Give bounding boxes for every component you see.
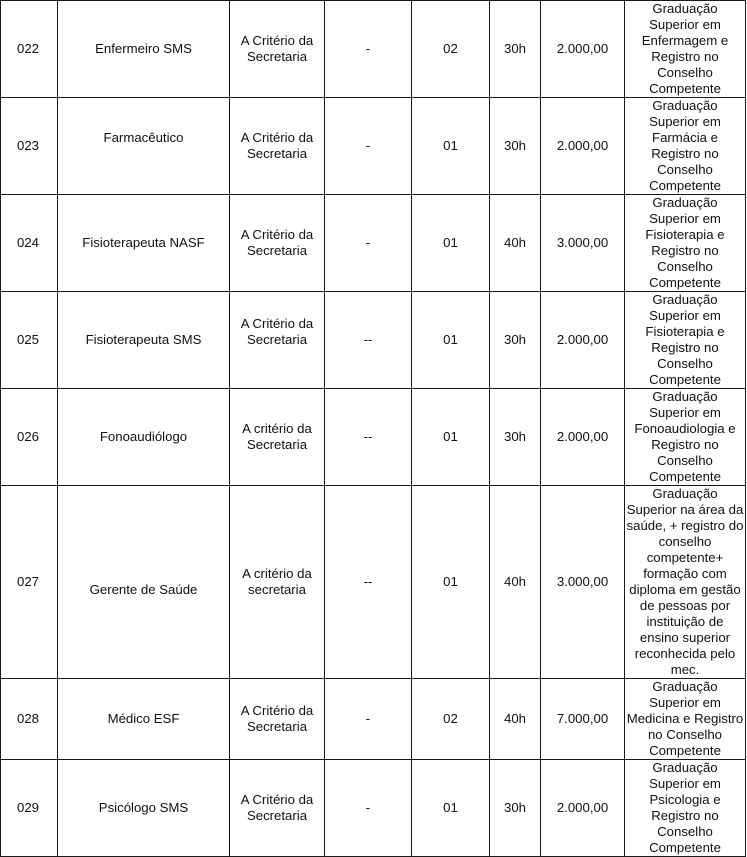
- row-salario: 3.000,00: [541, 486, 625, 679]
- row-campo: -: [325, 760, 412, 857]
- row-requisito: Graduação Superior em Fonoaudiologia e Registro no Conselho Competente: [625, 389, 746, 486]
- row-code: 025: [1, 292, 58, 389]
- row-vagas: 01: [412, 389, 490, 486]
- row-code: 022: [1, 1, 58, 98]
- table-row: [1, 760, 746, 857]
- row-carga: 30h: [490, 760, 541, 857]
- row-requisito: Graduação Superior em Fisioterapia e Registro no Conselho Competente: [625, 292, 746, 389]
- row-cargo: [58, 486, 230, 679]
- row-campo: --: [325, 389, 412, 486]
- row-cargo: Fisioterapeuta NASF: [58, 195, 230, 292]
- row-lotacao: A Critério da Secretaria: [230, 195, 325, 292]
- row-vagas: 01: [412, 195, 490, 292]
- row-lotacao: A Critério da Secretaria: [230, 679, 325, 760]
- row-lotacao-text: A Critério da Secretaria: [240, 316, 314, 347]
- row-code: 024: [1, 195, 58, 292]
- row-carga: 30h: [490, 292, 541, 389]
- row-cargo-text: Gerente de Saúde: [89, 582, 198, 597]
- row-cargo: Fonoaudiólogo: [58, 389, 230, 486]
- row-requisito: Graduação Superior em Fisioterapia e Registro no Conselho Competente: [625, 195, 746, 292]
- row-cargo: Médico ESF: [58, 679, 230, 760]
- table-row: [1, 292, 746, 389]
- row-salario: 2.000,00: [541, 389, 625, 486]
- row-salario: 2.000,00: [541, 760, 625, 857]
- row-campo: --: [325, 292, 412, 389]
- table-row: [1, 389, 746, 486]
- table-row: [1, 679, 746, 760]
- row-cargo-text: Farmacêutico: [103, 130, 184, 145]
- row-vagas: 01: [412, 98, 490, 195]
- row-lotacao: A critério da Secretaria: [230, 389, 325, 486]
- row-code: 023: [1, 98, 58, 195]
- row-code: 028: [1, 679, 58, 760]
- table-row: [1, 98, 746, 195]
- row-carga: 30h: [490, 1, 541, 98]
- row-salario: 2.000,00: [541, 1, 625, 98]
- row-salario: 3.000,00: [541, 195, 625, 292]
- row-vagas: 02: [412, 679, 490, 760]
- row-cargo: Fisioterapeuta SMS: [58, 292, 230, 389]
- row-code: 027: [1, 486, 58, 679]
- row-lotacao: A Critério da Secretaria: [230, 1, 325, 98]
- table-row: [1, 195, 746, 292]
- row-carga: 40h: [490, 679, 541, 760]
- row-salario: 2.000,00: [541, 292, 625, 389]
- row-cargo: [58, 98, 230, 195]
- row-campo: -: [325, 679, 412, 760]
- row-code: 026: [1, 389, 58, 486]
- row-salario: 7.000,00: [541, 679, 625, 760]
- row-lotacao: A critério da secretaria: [230, 486, 325, 679]
- row-carga: 30h: [490, 98, 541, 195]
- row-vagas: 01: [412, 486, 490, 679]
- row-carga: 40h: [490, 195, 541, 292]
- row-code: 029: [1, 760, 58, 857]
- row-vagas: 02: [412, 1, 490, 98]
- row-vagas: 01: [412, 760, 490, 857]
- row-cargo: Psicólogo SMS: [58, 760, 230, 857]
- row-requisito: Graduação Superior na área da saúde, + registro do conselho competente+ formação com diploma em gestão de pessoas por instituição de ensino superior reconhecida pelo mec.: [625, 486, 746, 679]
- row-vagas: 01: [412, 292, 490, 389]
- table-row: [1, 1, 746, 98]
- row-campo: -: [325, 195, 412, 292]
- row-campo: -: [325, 98, 412, 195]
- table-row: [1, 486, 746, 679]
- row-requisito: Graduação Superior em Psicologia e Registro no Conselho Competente: [625, 760, 746, 857]
- row-lotacao: A Critério da Secretaria: [230, 98, 325, 195]
- row-salario: 2.000,00: [541, 98, 625, 195]
- row-requisito: Graduação Superior em Farmácia e Registro no Conselho Competente: [625, 98, 746, 195]
- row-carga: 30h: [490, 389, 541, 486]
- row-lotacao: [230, 292, 325, 389]
- row-campo: --: [325, 486, 412, 679]
- row-cargo: Enfermeiro SMS: [58, 1, 230, 98]
- row-lotacao: A Critério da Secretaria: [230, 760, 325, 857]
- row-campo: -: [325, 1, 412, 98]
- row-requisito: Graduação Superior em Enfermagem e Registro no Conselho Competente: [625, 1, 746, 98]
- row-carga: 40h: [490, 486, 541, 679]
- row-requisito: Graduação Superior em Medicina e Registro no Conselho Competente: [625, 679, 746, 760]
